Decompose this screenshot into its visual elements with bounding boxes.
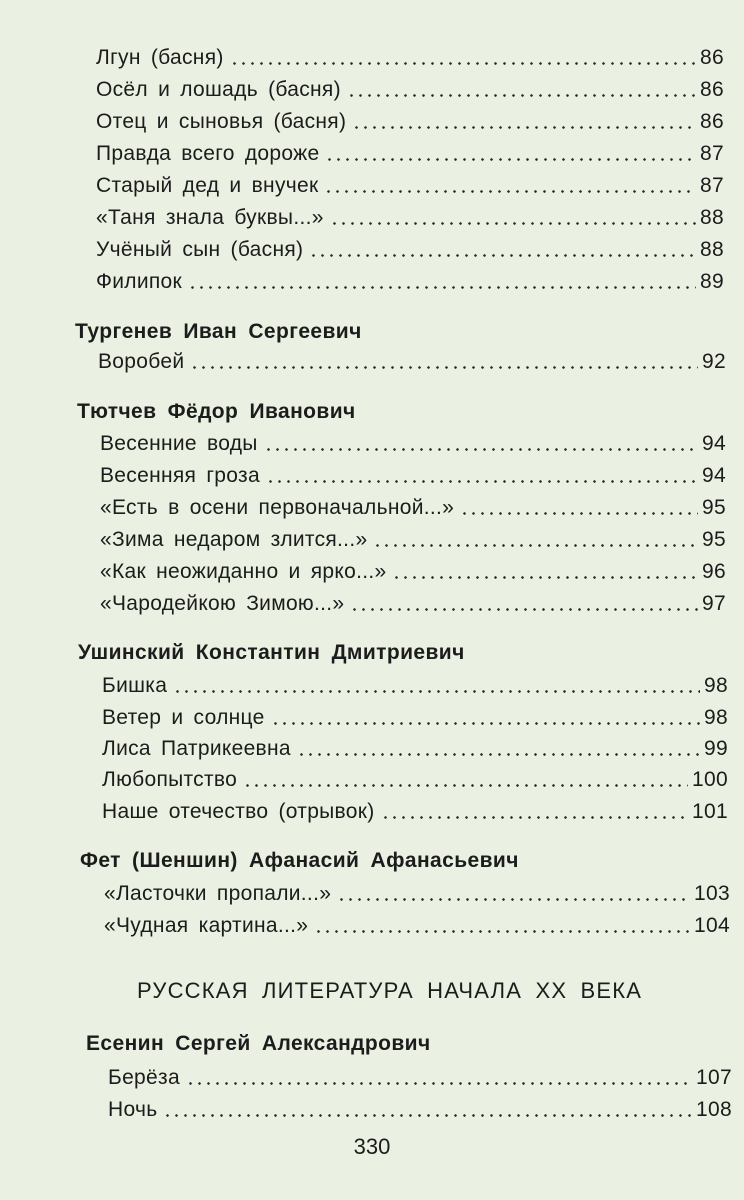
entry-page: 97 [702, 592, 726, 615]
entry-page: 86 [700, 46, 724, 69]
toc-entry [96, 198, 724, 230]
entry-page: 98 [704, 674, 728, 697]
toc-entry [96, 166, 724, 198]
entry-title: Ветер и солнце [102, 706, 265, 729]
toc-entry [100, 456, 726, 488]
page-number: 330 [353, 1134, 391, 1159]
toc-entry [100, 424, 726, 456]
entry-page: 95 [702, 528, 726, 551]
author-heading: Ушинский Константин Дмитриевич [78, 641, 465, 664]
entry-page: 103 [694, 882, 730, 905]
entry-page: 94 [702, 464, 726, 487]
entry-title: «Есть в осени первоначальной...» [100, 496, 455, 519]
dot-leader [186, 1082, 692, 1085]
dot-leader [266, 480, 698, 483]
author-heading: Тютчев Фёдор Иванович [77, 400, 356, 423]
entry-page: 92 [702, 350, 726, 373]
toc-entry [102, 729, 728, 761]
dot-leader [309, 254, 696, 257]
entry-title: Лгун (басня) [96, 46, 224, 69]
dot-leader [264, 448, 698, 451]
entry-page: 87 [700, 142, 724, 165]
entry-title: «Зима недаром злится...» [100, 528, 368, 551]
entry-page: 98 [704, 706, 728, 729]
toc-entry [100, 488, 726, 520]
entry-title: Старый дед и внучек [96, 174, 319, 197]
entry-page: 96 [702, 560, 726, 583]
section-title: РУССКАЯ ЛИТЕРАТУРА НАЧАЛА XX ВЕКА [137, 978, 643, 1003]
dot-leader [314, 930, 690, 933]
toc-entry [96, 70, 724, 102]
entry-title: Правда всего дороже [96, 142, 320, 165]
toc-entry [98, 342, 726, 374]
dot-leader [173, 690, 700, 693]
entry-title: Лиса Патрикеевна [102, 737, 291, 760]
toc-entry [102, 792, 728, 824]
entry-title: «Чудная картина...» [104, 914, 309, 937]
dot-leader [230, 62, 696, 65]
entry-title: «Таня знала буквы...» [96, 206, 324, 229]
toc-entry [96, 262, 724, 294]
entry-title: «Ласточки пропали...» [104, 882, 332, 905]
entry-title: Осёл и лошадь (басня) [96, 78, 341, 101]
entry-page: 104 [694, 914, 730, 937]
toc-entry [100, 584, 726, 616]
entry-title: Отец и сыновья (басня) [96, 110, 347, 133]
dot-leader [347, 94, 696, 97]
dot-leader [392, 576, 698, 579]
toc-entry [96, 102, 724, 134]
entry-page: 95 [702, 496, 726, 519]
dot-leader [330, 222, 696, 225]
entry-title: Учёный сын (басня) [96, 238, 304, 261]
entry-title: Наше отечество (отрывок) [102, 800, 375, 823]
dot-leader [297, 753, 700, 756]
dot-leader [350, 608, 698, 611]
dot-leader [163, 1114, 692, 1117]
dot-leader [381, 816, 689, 819]
dot-leader [352, 126, 696, 129]
author-heading: Есенин Сергей Александрович [86, 1032, 431, 1055]
toc-entry [96, 38, 724, 70]
entry-page: 108 [696, 1098, 732, 1121]
dot-leader [271, 722, 700, 725]
entry-page: 100 [692, 768, 728, 791]
dot-leader [188, 286, 696, 289]
entry-page: 87 [700, 174, 724, 197]
toc-entry [102, 666, 728, 698]
toc-entry [96, 230, 724, 262]
toc-entry [108, 1090, 732, 1122]
dot-leader [190, 366, 698, 369]
author-heading: Фет (Шеншин) Афанасий Афанасьевич [80, 849, 519, 872]
author-heading: Тургенев Иван Сергеевич [75, 320, 362, 343]
toc-entry [96, 134, 724, 166]
entry-page: 88 [700, 238, 724, 261]
toc-entry [104, 874, 730, 906]
entry-page: 88 [700, 206, 724, 229]
entry-title: Воробей [98, 350, 185, 373]
entry-page: 99 [704, 737, 728, 760]
entry-page: 101 [692, 800, 728, 823]
entry-title: Берёза [108, 1066, 180, 1089]
entry-title: «Как неожиданно и ярко...» [100, 560, 387, 583]
entry-title: Ночь [108, 1098, 158, 1121]
toc-entry [102, 760, 728, 792]
entry-title: Весенние воды [100, 432, 258, 455]
toc-entry [108, 1058, 732, 1090]
dot-leader [373, 544, 698, 547]
entry-title: «Чародейкою Зимою...» [100, 592, 345, 615]
entry-page: 86 [700, 110, 724, 133]
entry-page: 89 [700, 270, 724, 293]
entry-title: Бишка [102, 674, 168, 697]
entry-title: Любопытство [102, 768, 238, 791]
dot-leader [460, 512, 698, 515]
toc-entry [104, 906, 730, 938]
toc-entry [100, 520, 726, 552]
dot-leader [337, 898, 690, 901]
entry-page: 94 [702, 432, 726, 455]
toc-entry [102, 698, 728, 730]
entry-title: Филипок [96, 270, 183, 293]
dot-leader [324, 190, 696, 193]
entry-page: 107 [696, 1066, 732, 1089]
dot-leader [325, 158, 696, 161]
entry-page: 86 [700, 78, 724, 101]
toc-entry [100, 552, 726, 584]
dot-leader [243, 784, 688, 787]
entry-title: Весенняя гроза [100, 464, 260, 487]
